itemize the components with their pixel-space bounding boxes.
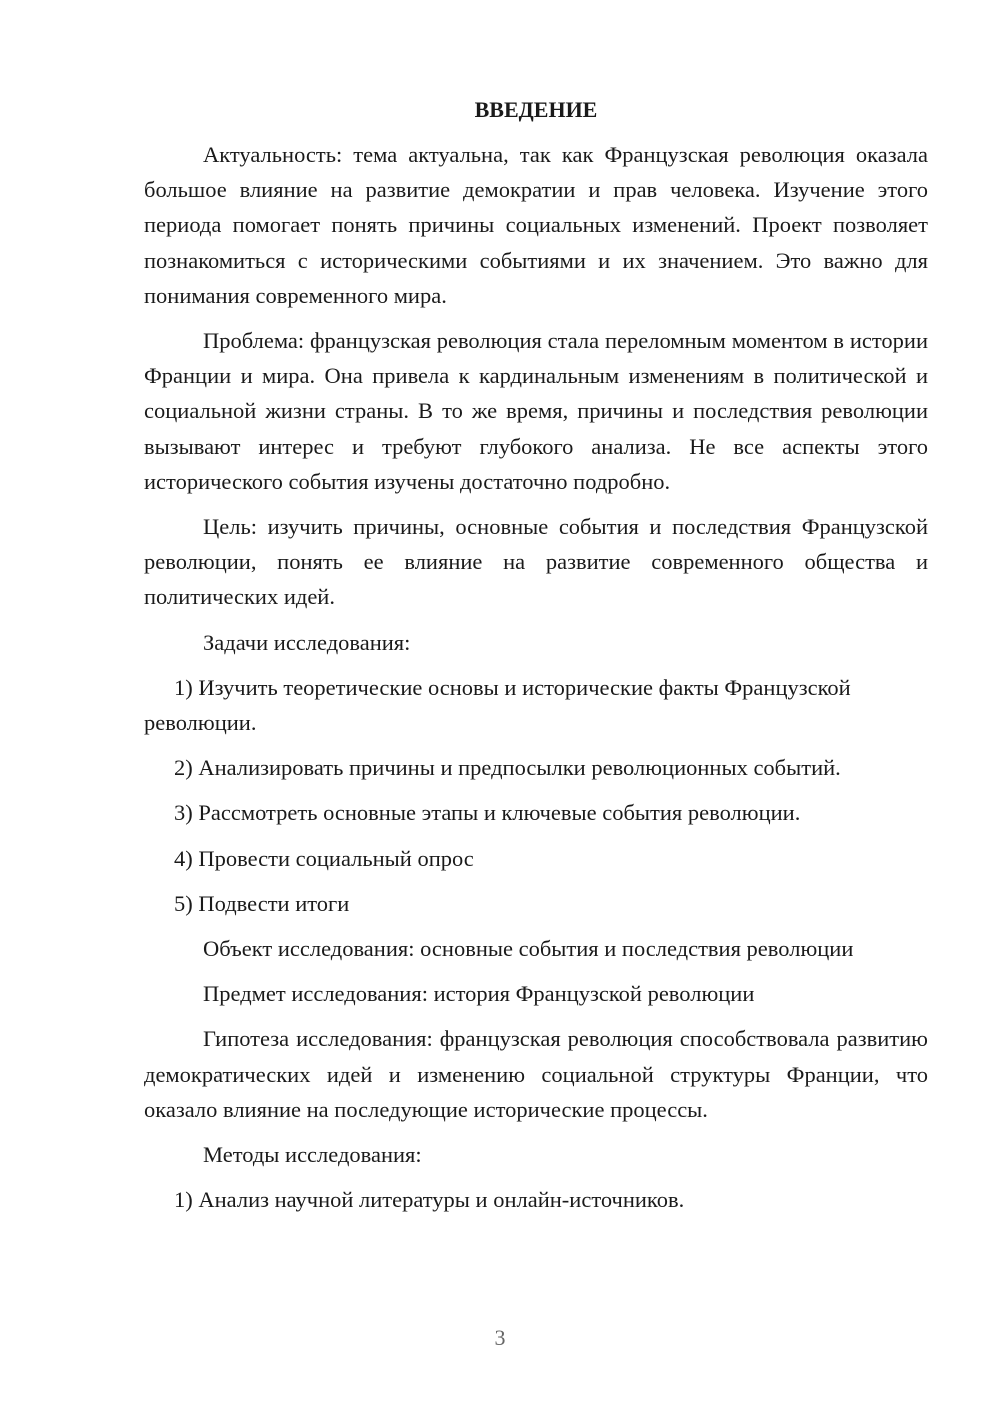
tasks-list (144, 670, 928, 921)
relevance-paragraph: Актуальность: тема актуальна, так как Французская революция оказала большое влияние на развитие демократии и прав человека. Изучение этого периода помогает понять причины социальных изменений. Проект позволяет познакомиться с историческими событиями и их значением. Это важно для понимания современного мира. (144, 142, 928, 308)
list-item: 3) Рассмотреть основные этапы и ключевые события революции. (174, 800, 801, 826)
subject-paragraph: Предмет исследования: история Французской революции (203, 981, 755, 1007)
list-item: 4) Провести социальный опрос (174, 845, 474, 871)
object-paragraph: Объект исследования: основные события и последствия революции (203, 936, 854, 962)
list-item: 2) Анализировать причины и предпосылки революционных событий. (174, 755, 841, 781)
methods-list (144, 1182, 928, 1217)
methods-label: Методы исследования: (203, 1142, 422, 1168)
section-title: ВВЕДЕНИЕ (474, 97, 598, 122)
list-item: 1) Изучить теоретические основы и исторические факты Французской революции. (144, 674, 851, 736)
document-page (144, 92, 928, 1227)
list-item: 1) Анализ научной литературы и онлайн-источников. (174, 1187, 685, 1213)
hypothesis-paragraph: Гипотеза исследования: французская революция способствовала развитию демократических идей и изменению социальной структуры Франции, что оказало влияние на последующие исторические процессы. (144, 1026, 928, 1122)
tasks-label: Задачи исследования: (203, 629, 411, 655)
page-number: 3 (494, 1325, 506, 1350)
list-item: 5) Подвести итоги (174, 890, 350, 916)
goal-paragraph: Цель: изучить причины, основные события и последствия Французской революции, понять ее влияние на развитие современного общества и политических идей. (144, 514, 928, 610)
problem-paragraph: Проблема: французская революция стала переломным моментом в истории Франции и мира. Она привела к кардинальным изменениям в политической и социальной жизни страны. В то же время, причины и последствия революции вызывают интерес и требуют глубокого анализа. Не все аспекты этого исторического события изучены достаточно подробно. (144, 328, 928, 494)
